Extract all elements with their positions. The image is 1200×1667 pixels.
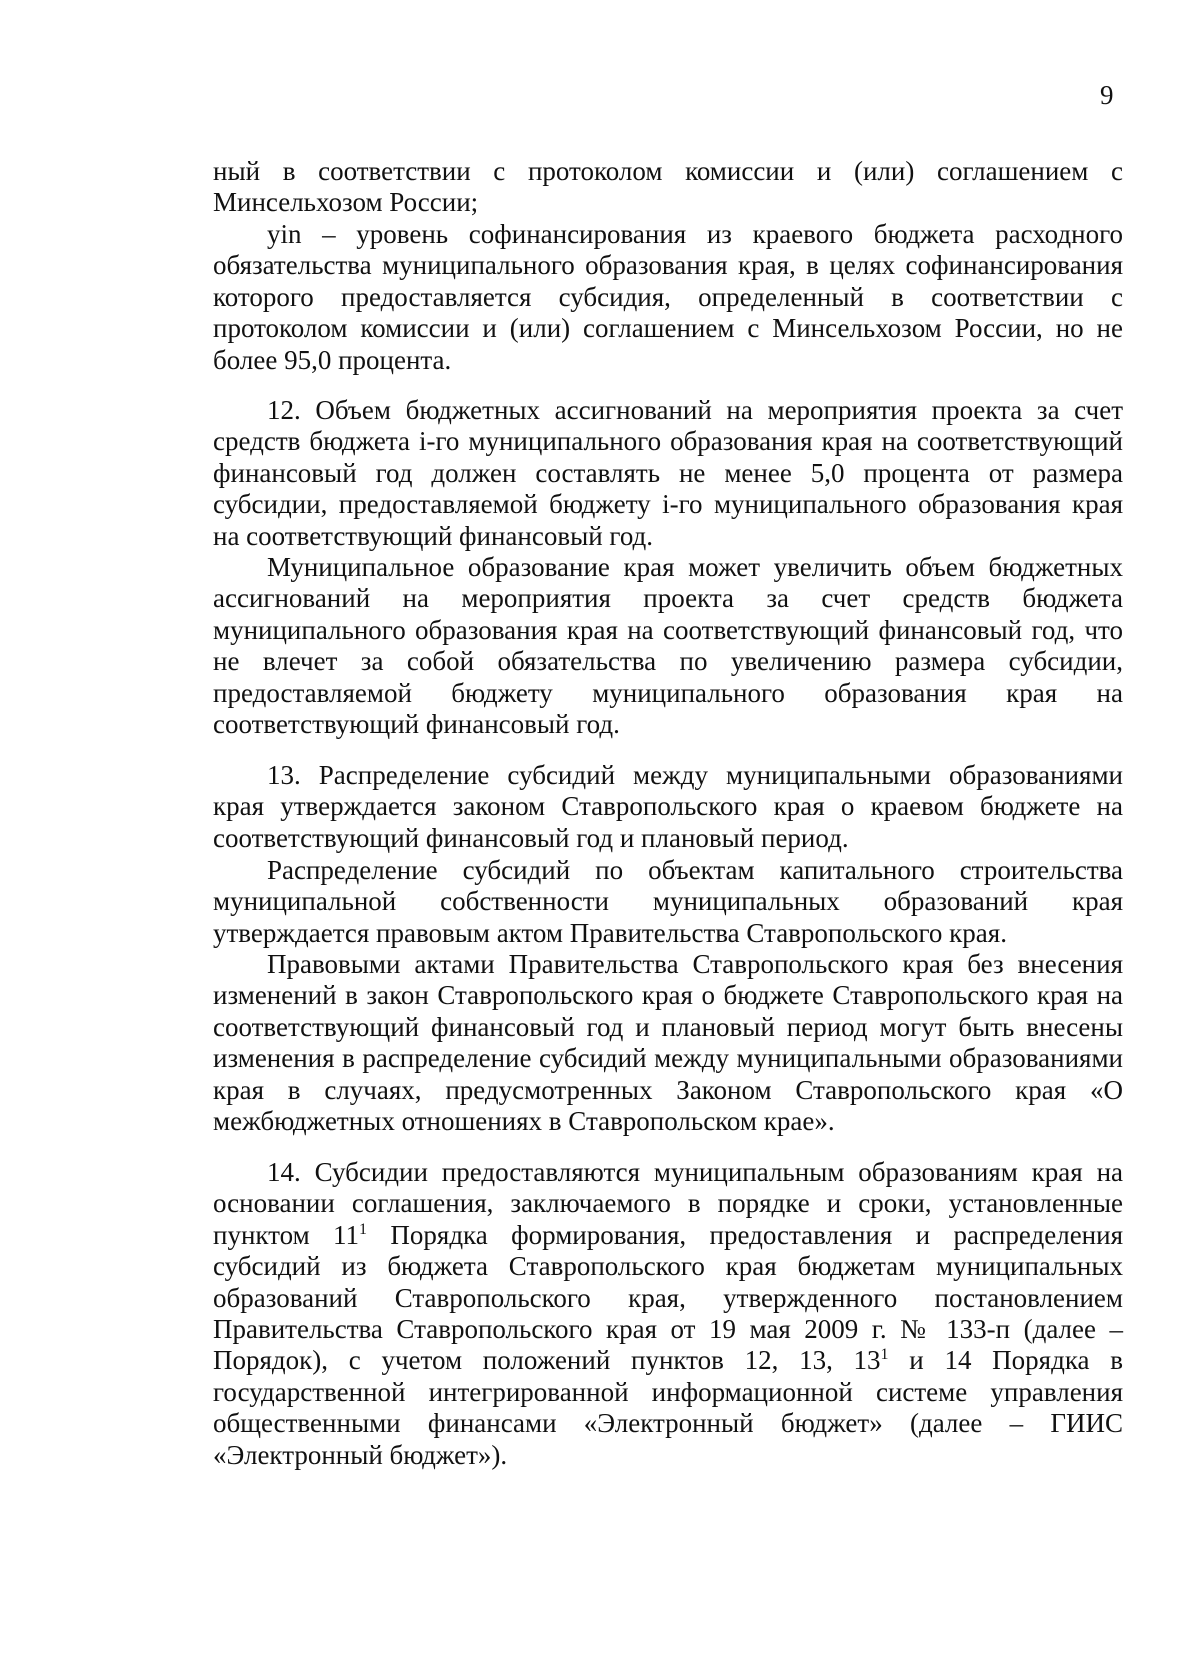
paragraph-14-part2: Порядка формирования, предоставления и распределения субсидий из бюджета Ставропольского края бюджетам муниципальных образований Ставропольского края, утвержденного постановлением Правительства Ставропольского края от 19 мая 2009 г. № 133-п (далее – Порядок), с учетом положений пунктов 12, 13, 13 xyxy=(213,1219,1123,1376)
paragraph-12-continuation: Муниципальное образование края может увеличить объем бюджетных ассигнований на мероприятия проекта за счет средств бюджета муниципального образования края на соответствующий финансовый год, что не влечет за собой обязательства по увеличению размера субсидии, предоставляемой бюджету муниципального образования края на соответствующий финансовый год. xyxy=(213,552,1123,740)
superscript-2: 1 xyxy=(880,1346,889,1364)
paragraph-yin-definition: уin – уровень софинансирования из краевого бюджета расходного обязательства муниципального образования края, в целях софинансирования которого предоставляется субсидия, определенный в соответствии с протоколом комиссии и (или) соглашением с Минсельхозом России, но не более 95,0 процента. xyxy=(213,219,1123,375)
paragraph-14 xyxy=(213,1157,1123,1471)
paragraph-13-objects: Распределение субсидий по объектам капитального строительства муниципальной собственности муниципальных образований края утверждается правовым актом Правительства Ставропольского края. xyxy=(213,855,1123,948)
paragraph-13-amendments: Правовыми актами Правительства Ставропольского края без внесения изменений в закон Ставропольского края о бюджете Ставропольского края на соответствующий финансовый год и плановый период могут быть внесены изменения в распределение субсидий между муниципальными образованиями края в случаях, предусмотренных Законом Ставропольского края «О межбюджетных отношениях в Ставропольском крае». xyxy=(213,949,1123,1137)
page-number: 9 xyxy=(1100,80,1114,110)
paragraph-14-part3: и 14 Порядка в государственной интегрированной информационной системе управления общественными финансами «Электронный бюджет» (далее – ГИИС «Электронный бюджет»). xyxy=(213,1345,1124,1470)
paragraph-continuation: ный в соответствии с протоколом комиссии и (или) соглашением с Минсельхозом России; xyxy=(213,156,1123,218)
paragraph-12: 12. Объем бюджетных ассигнований на мероприятия проекта за счет средств бюджета i-го муниципального образования края на соответствующий финансовый год должен составлять не менее 5,0 процента от размера субсидии, предоставляемой бюджету i-го муниципального образования края на соответствующий финансовый год. xyxy=(213,395,1123,551)
superscript-1: 1 xyxy=(359,1220,368,1238)
paragraph-13: 13. Распределение субсидий между муниципальными образованиями края утверждается законом Ставропольского края о краевом бюджете на соответствующий финансовый год и плановый период. xyxy=(213,760,1123,853)
paragraph-14-part1: 14. Субсидии предоставляются муниципальным образованиям края на основании соглашения, заключаемого в порядке и сроки, установленные пунктом 11 xyxy=(213,1157,1123,1250)
